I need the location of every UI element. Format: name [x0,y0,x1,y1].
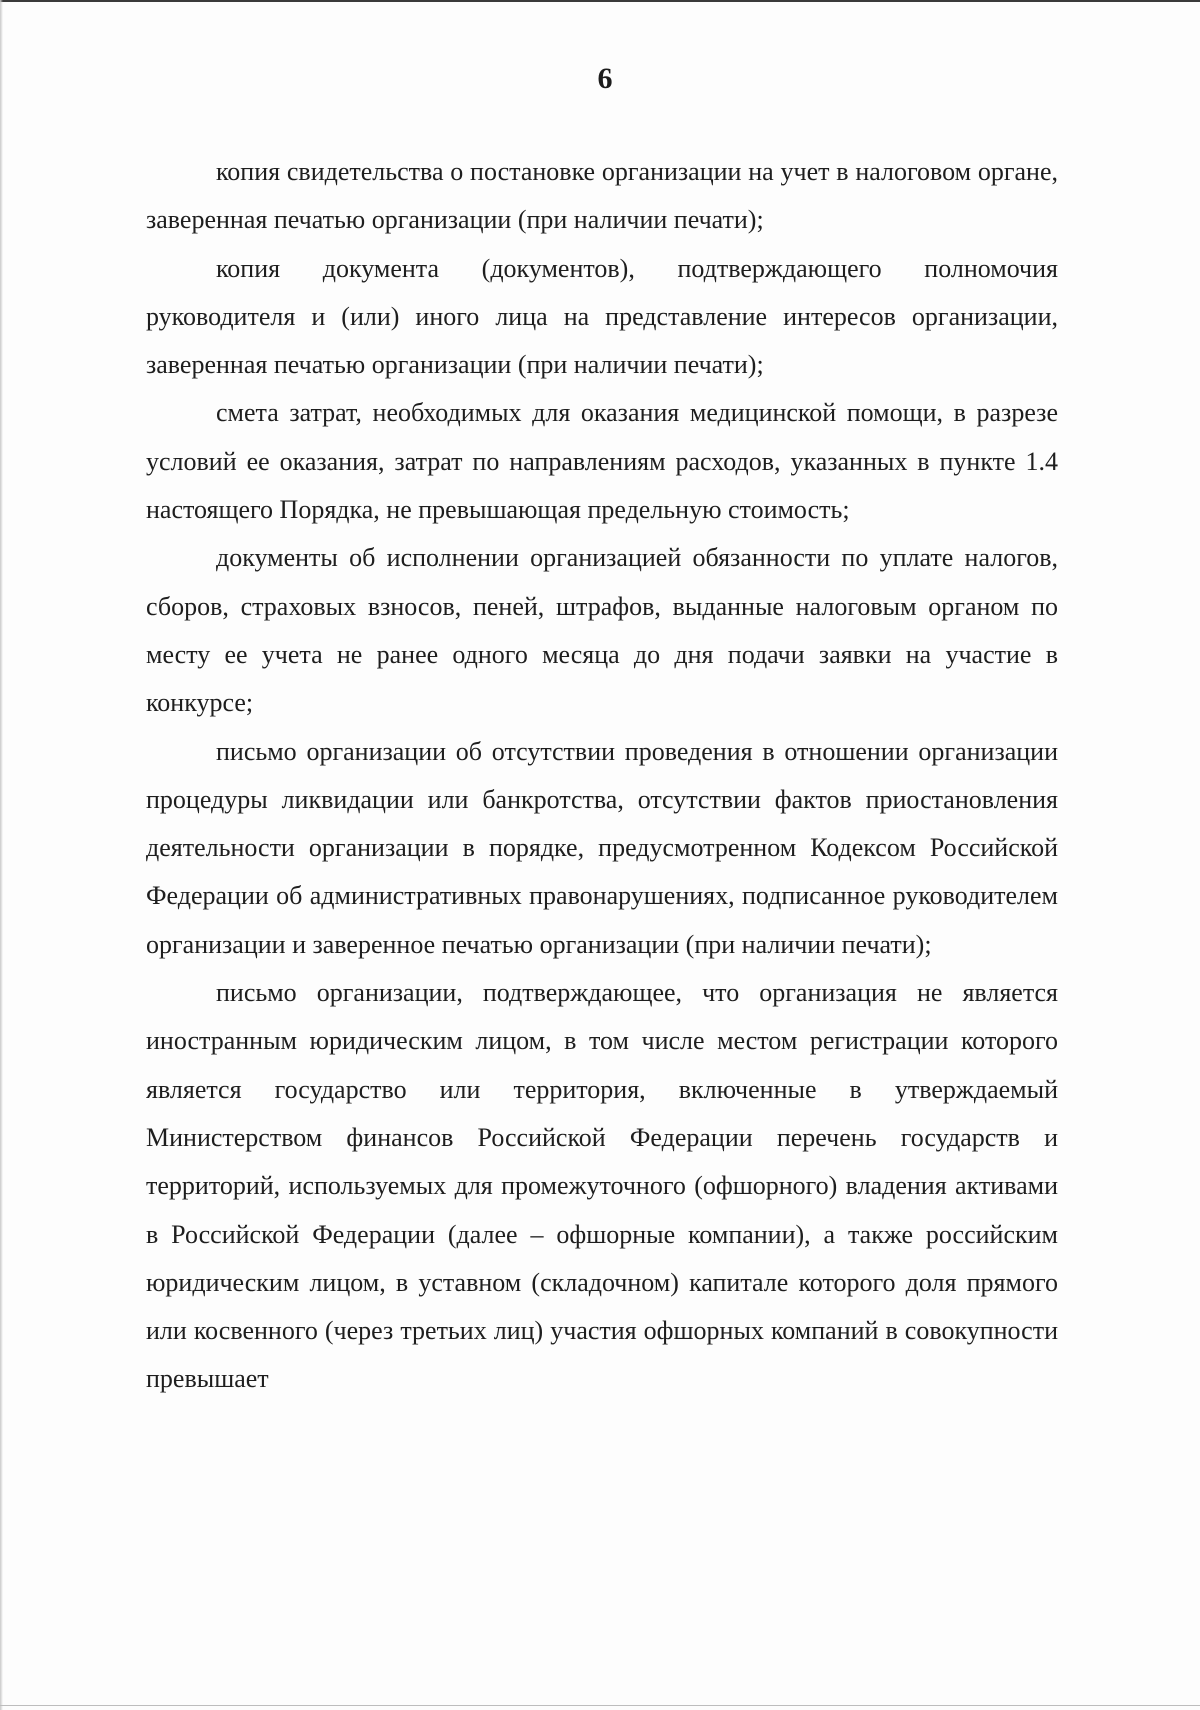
paragraph-offshore-letter: письмо организации, подтверждающее, что организация не является иностранным юридическим лицом, в том числе местом регистрации которого является государство или территория, включенные в утверждаемый Министерством финансов Российской Федерации перечень государств и территорий, используемых для промежуточного (офшорного) владения активами в Российской Федерации (далее – офшорные компании), а также российским юридическим лицом, в уставном (складочном) капитале которого доля прямого или косвенного (через третьих лиц) участия офшорных компаний в совокупности превышает [146,978,1058,1394]
paragraph-no-liquidation-letter: письмо организации об отсутствии проведения в отношении организации процедуры ликвидации или банкротства, отсутствии фактов приостановления деятельности организации в порядке, предусмотренном Кодексом Российской Федерации об административных правонарушениях, подписанное руководителем организации и заверенное печатью организации (при наличии печати); [146,736,1058,959]
document-body [146,148,1058,1404]
paragraph-tax-documents: документы об исполнении организацией обязанности по уплате налогов, сборов, страховых взносов, пеней, штрафов, выданные налоговым органом по месту ее учета не ранее одного месяца до дня подачи заявки на участие в конкурсе; [146,543,1058,718]
page-number: 6 [597,62,613,95]
scan-bottom-edge [0,1705,1200,1706]
paragraph-registration-certificate: копия свидетельства о постановке организации на учет в налоговом органе, заверенная печатью организации (при наличии печати); [146,157,1058,235]
paragraph-authority-document: копия документа (документов), подтверждающего полномочия руководителя и (или) иного лица на представление интересов организации, заверенная печатью организации (при наличии печати); [146,253,1058,380]
paragraph-cost-estimate: смета затрат, необходимых для оказания медицинской помощи, в разрезе условий ее оказания, затрат по направлениям расходов, указанных в пункте 1.4 настоящего Порядка, не превышающая предельную стоимость; [146,398,1058,525]
scan-top-edge [0,0,1200,2]
scan-left-edge [0,0,3,1710]
